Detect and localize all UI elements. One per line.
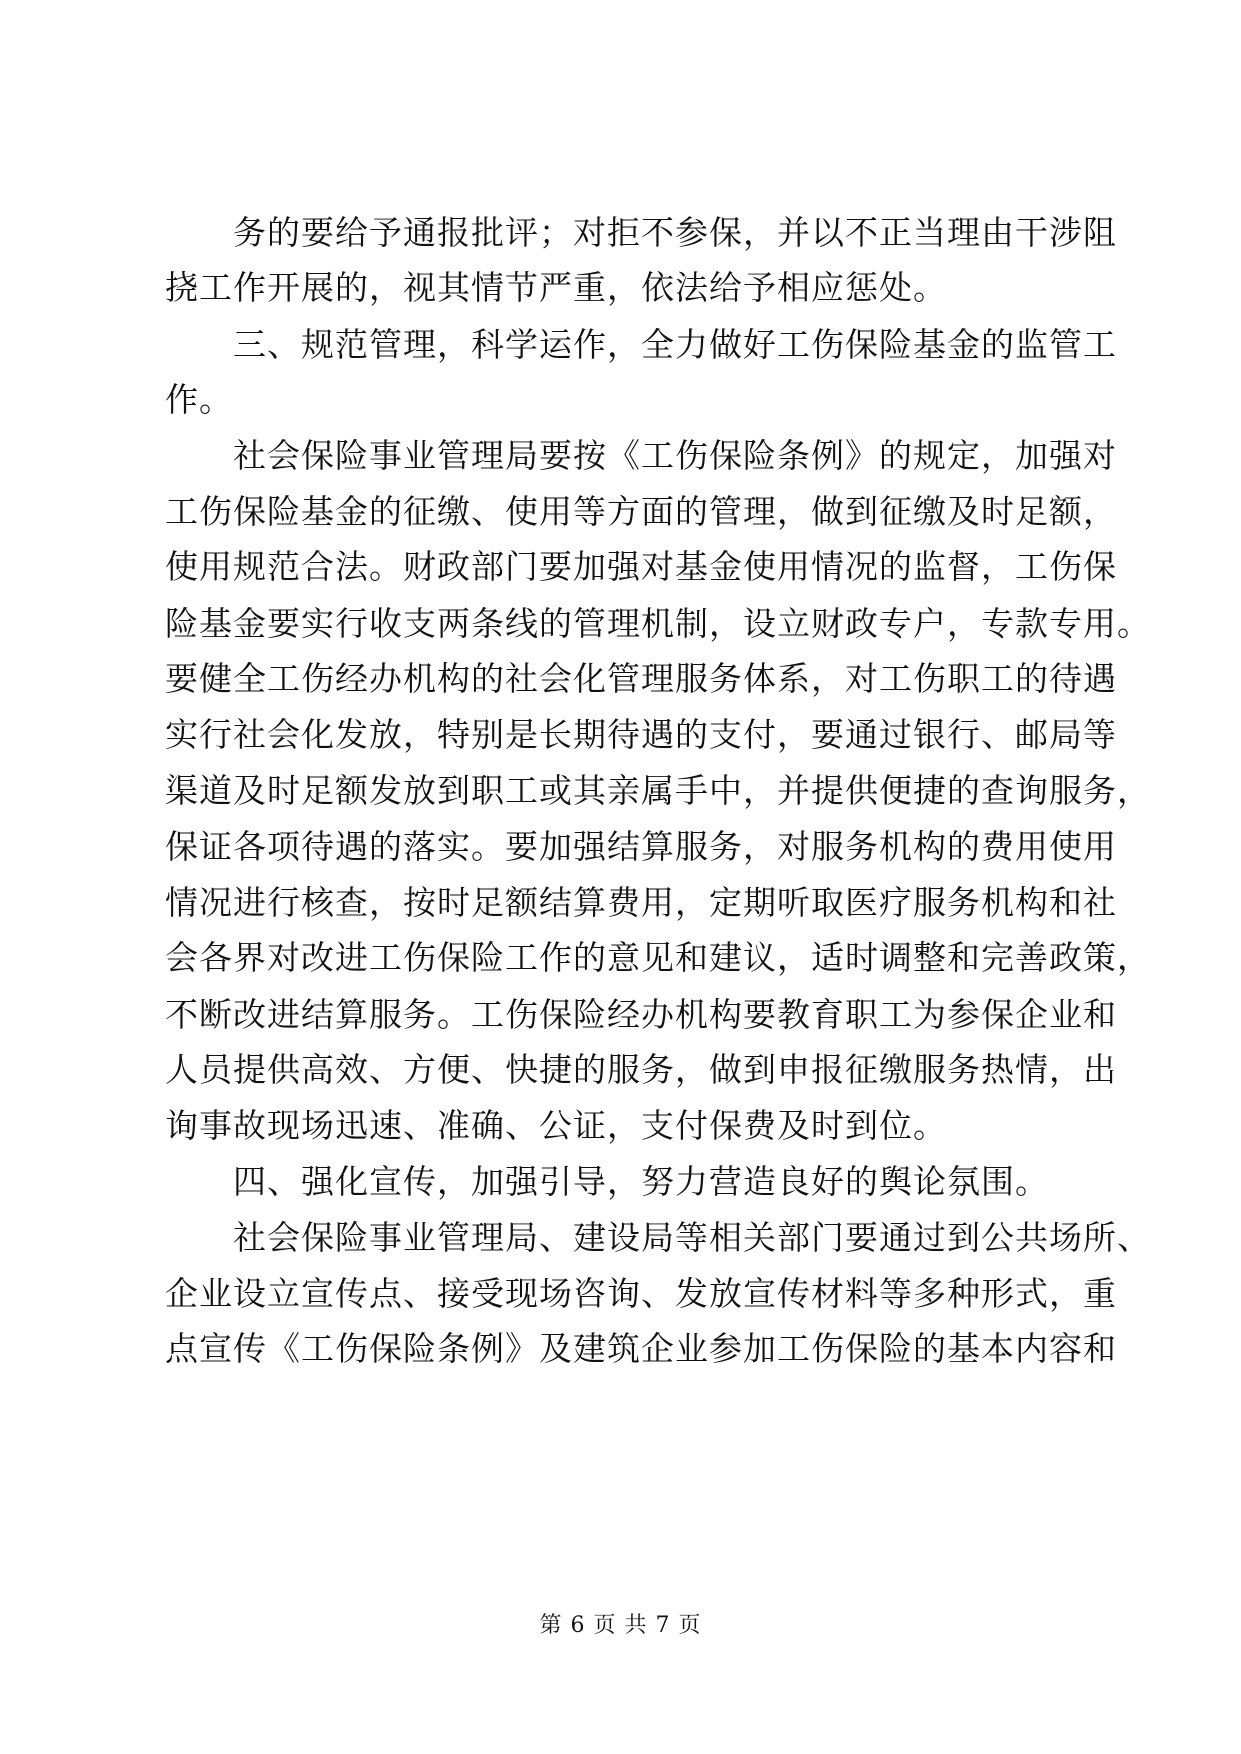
text-line: 社会保险事业管理局要按《工伤保险条例》的规定，加强对 [165, 436, 1117, 475]
text-line: 人员提供高效、方便、快捷的服务，做到申报征缴服务热情，出 [165, 1050, 1117, 1089]
section-heading: 四、强化宣传，加强引导，努力营造良好的舆论氛围。 [165, 1162, 1049, 1201]
text-line: 挠工作开展的，视其情节严重，依法给予相应惩处。 [165, 268, 947, 307]
text-line: 社会保险事业管理局、建设局等相关部门要通过到公共场所、 [165, 1218, 1151, 1257]
text-line: 会各界对改进工伤保险工作的意见和建议，适时调整和完善政策， [165, 938, 1151, 977]
text-line: 企业设立宣传点、接受现场咨询、发放宣传材料等多种形式，重 [165, 1274, 1117, 1313]
text-line: 点宣传《工伤保险条例》及建筑企业参加工伤保险的基本内容和 [165, 1329, 1117, 1368]
text-line: 要健全工伤经办机构的社会化管理服务体系，对工伤职工的待遇 [165, 659, 1117, 698]
text-line: 渠道及时足额发放到职工或其亲属手中，并提供便捷的查询服务， [165, 771, 1151, 810]
text-line: 使用规范合法。财政部门要加强对基金使用情况的监督，工伤保 [165, 547, 1117, 586]
text-line: 情况进行核查，按时足额结算费用，定期听取医疗服务机构和社 [165, 883, 1117, 922]
text-line: 询事故现场迅速、准确、公证，支付保费及时到位。 [165, 1106, 947, 1145]
text-line: 不断改进结算服务。工伤保险经办机构要教育职工为参保企业和 [165, 995, 1117, 1034]
text-line: 工伤保险基金的征缴、使用等方面的管理，做到征缴及时足额， [165, 492, 1117, 531]
page-footer: 第 6 页 共 7 页 [539, 1613, 702, 1638]
text-line: 务的要给予通报批评；对拒不参保，并以不正当理由干涉阻 [165, 213, 1117, 252]
text-line: 作。 [165, 380, 233, 419]
section-heading: 三、规范管理，科学运作，全力做好工伤保险基金的监管工 [165, 325, 1117, 364]
text-line: 实行社会化发放，特别是长期待遇的支付，要通过银行、邮局等 [165, 715, 1117, 754]
text-line: 险基金要实行收支两条线的管理机制，设立财政专户，专款专用。 [165, 604, 1151, 643]
text-line: 保证各项待遇的落实。要加强结算服务，对服务机构的费用使用 [165, 827, 1117, 866]
